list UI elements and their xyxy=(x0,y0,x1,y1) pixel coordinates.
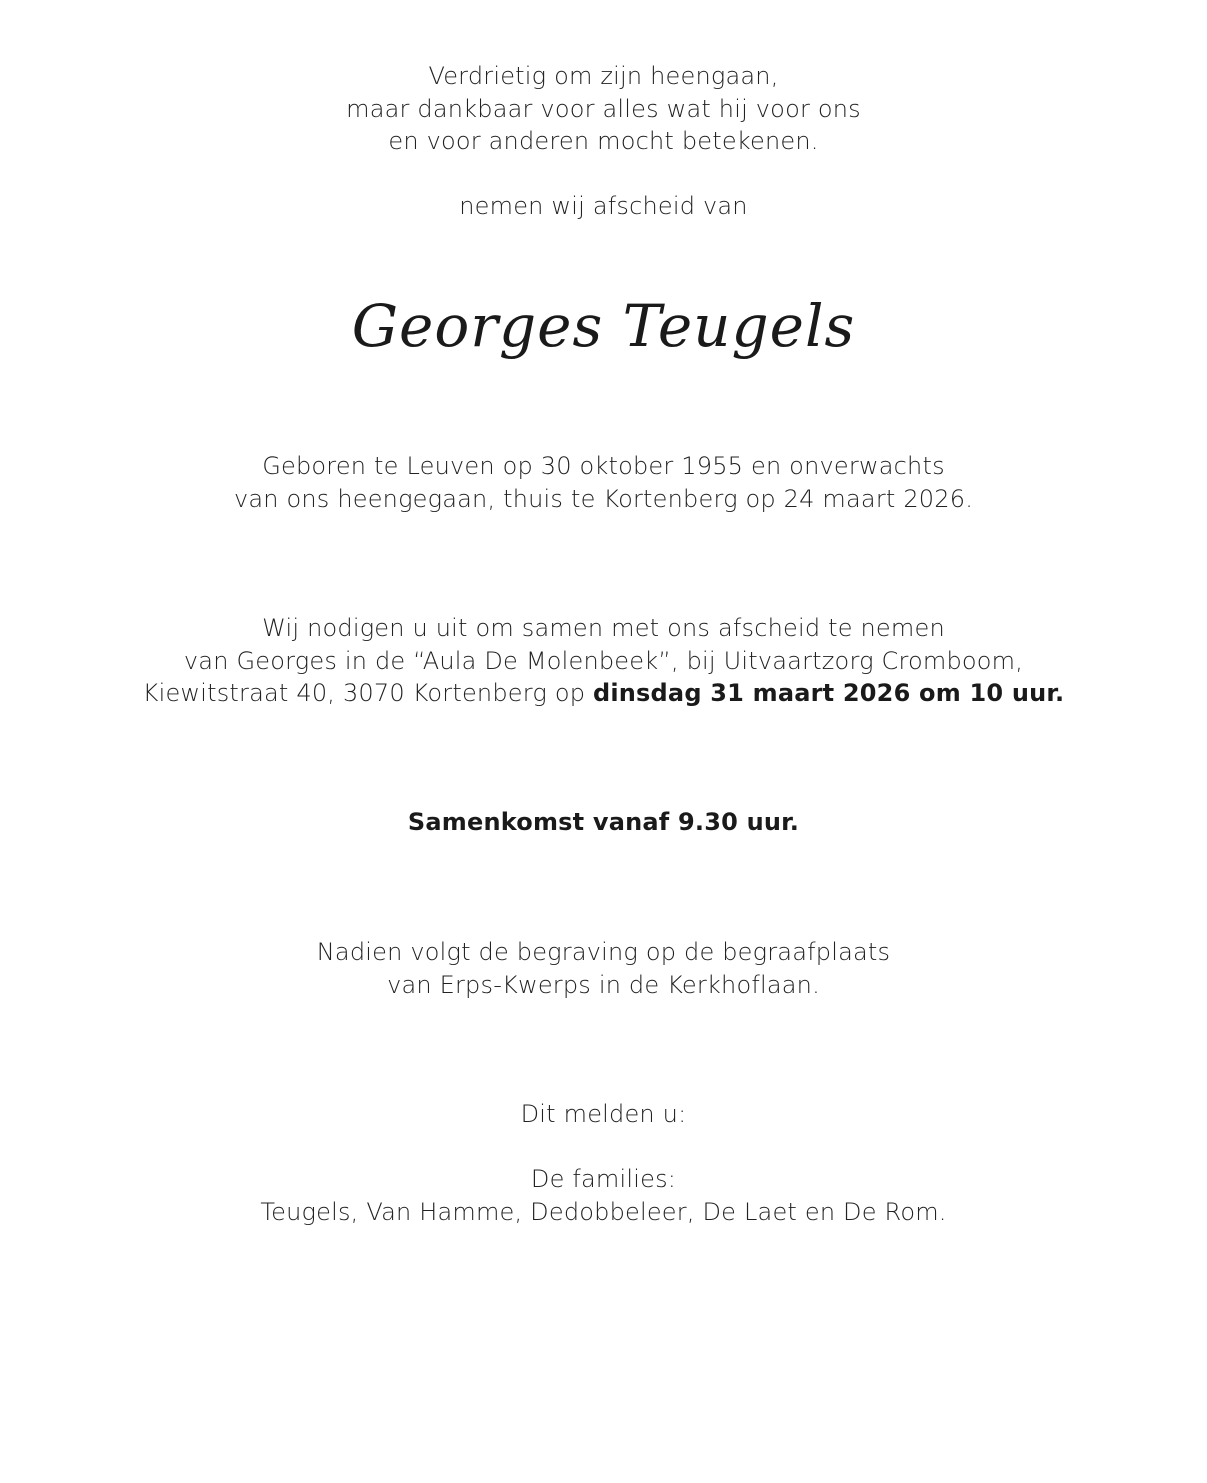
intro-line-2: maar dankbaar voor alles wat hij voor ons xyxy=(346,94,861,123)
families-text xyxy=(0,1163,1207,1228)
deceased-name: Georges Teugels xyxy=(351,292,856,360)
afscheid-text xyxy=(0,190,1207,223)
families-label: De families: xyxy=(530,1165,677,1193)
burial-line-2: van Erps-Kwerps in de Kerkhoflaan. xyxy=(387,970,820,999)
born-line-1: Geboren te Leuven op 30 oktober 1955 en onverwachts xyxy=(262,452,945,480)
burial-line-1: Nadien volgt de begraving op de begraafplaats xyxy=(316,938,891,966)
families-names: Teugels, Van Hamme, Dedobbeleer, De Laet en De Rom. xyxy=(260,1197,947,1226)
birth-death-text xyxy=(0,450,1207,515)
ceremony-date: dinsdag 31 maart 2026 om 10 uur. xyxy=(592,679,1065,707)
intro-text xyxy=(0,60,1207,158)
burial-text xyxy=(0,936,1207,1001)
melden-line: Dit melden u: xyxy=(520,1100,687,1128)
invitation-line-1: Wij nodigen u uit om samen met ons afscheid te nemen xyxy=(262,614,945,642)
melden-text xyxy=(0,1098,1207,1131)
intro-line-3: en voor anderen mocht betekenen. xyxy=(388,127,819,155)
intro-line-1: Verdrietig om zijn heengaan, xyxy=(428,62,779,90)
samenkomst-text xyxy=(0,806,1207,839)
samenkomst-line: Samenkomst vanaf 9.30 uur. xyxy=(407,808,800,836)
invitation-address: Kiewitstraat 40, 3070 Kortenberg op xyxy=(142,679,593,707)
invitation-line-3 xyxy=(0,677,1207,710)
afscheid-line: nemen wij afscheid van xyxy=(459,192,748,220)
invitation-line-2: van Georges in de “Aula De Molenbeek”, bij Uitvaartzorg Cromboom, xyxy=(183,646,1024,675)
invitation-text xyxy=(0,612,1207,710)
born-line-2: van ons heengegaan, thuis te Kortenberg op 24 maart 2026. xyxy=(233,484,974,513)
